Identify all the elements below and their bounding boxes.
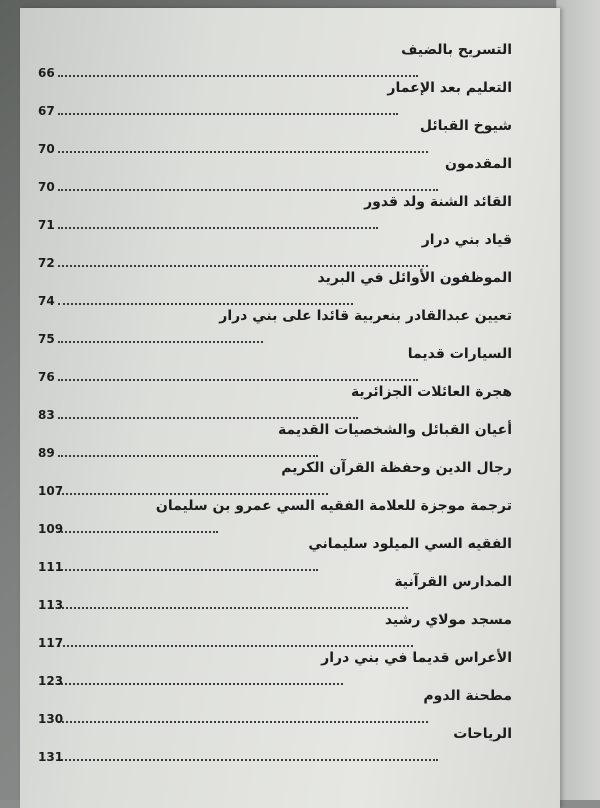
dotted-leader	[58, 151, 428, 153]
toc-entry-title: الموظفون الأوائل في البريد	[317, 270, 512, 286]
book-page	[20, 8, 560, 808]
toc-entry-page: 111	[38, 560, 64, 574]
toc-entry-page: 70	[38, 180, 55, 194]
toc-entry-title: التعليم بعد الإعمار	[387, 80, 512, 96]
toc-entry-title: ترجمة موجزة للعلامة الفقيه السي عمرو بن سليمان	[155, 498, 512, 514]
dotted-leader	[58, 189, 438, 191]
toc-entry-title: أعيان القبائل والشخصيات القديمة	[277, 422, 512, 438]
toc-entry-page: 71	[38, 218, 55, 232]
toc-entry	[20, 612, 560, 652]
dotted-leader	[58, 75, 418, 77]
dotted-leader	[58, 265, 428, 267]
toc-entry-title: الرياحات	[453, 726, 512, 742]
dotted-leader	[58, 455, 318, 457]
toc-entry	[20, 42, 560, 82]
toc-entry-title: مسجد مولاي رشيد	[384, 612, 512, 628]
toc-entry-page: 107	[38, 484, 64, 498]
toc-entry-page: 109	[38, 522, 64, 536]
toc-entry-page: 76	[38, 370, 55, 384]
dotted-leader	[58, 607, 408, 609]
toc-entry-page: 74	[38, 294, 55, 308]
toc-entry	[20, 536, 560, 576]
toc-entry-title: مطحنة الدوم	[423, 688, 512, 704]
toc-entry	[20, 726, 560, 766]
toc-entry-page: 70	[38, 142, 55, 156]
toc-entry	[20, 308, 560, 348]
toc-entry-title: التسريح بالضيف	[401, 42, 512, 58]
dotted-leader	[58, 417, 358, 419]
toc-entry	[20, 688, 560, 728]
toc-entry	[20, 574, 560, 614]
toc-entry	[20, 80, 560, 120]
table-of-contents	[20, 8, 560, 808]
toc-entry-title: الفقيه السي الميلود سليماني	[308, 536, 512, 552]
toc-entry-page: 83	[38, 408, 55, 422]
toc-entry-page: 131	[38, 750, 64, 764]
dotted-leader	[58, 531, 218, 533]
dotted-leader	[58, 683, 343, 685]
toc-entry-title: قياد بني درار	[421, 232, 512, 248]
toc-entry-title: تعيين عبدالقادر بنعربية قائدا على بني درار	[219, 308, 512, 324]
toc-entry	[20, 460, 560, 500]
toc-entry-title: هجرة العائلات الجزائرية	[350, 384, 512, 400]
dotted-leader	[58, 645, 413, 647]
toc-entry-page: 123	[38, 674, 64, 688]
dotted-leader	[58, 341, 263, 343]
dotted-leader	[58, 303, 353, 305]
toc-entry	[20, 384, 560, 424]
toc-entry-title: المقدمون	[445, 156, 512, 172]
toc-entry	[20, 498, 560, 538]
toc-entry-page: 113	[38, 598, 64, 612]
toc-entry-title: رجال الدين وحفظة القرآن الكريم	[281, 460, 512, 476]
toc-entry-page: 117	[38, 636, 64, 650]
toc-entry-title: السيارات قديما	[407, 346, 512, 362]
toc-entry	[20, 194, 560, 234]
toc-entry-title: القائد الشنة ولد قدور	[364, 194, 512, 210]
toc-entry	[20, 650, 560, 690]
dotted-leader	[58, 721, 428, 723]
dotted-leader	[58, 569, 318, 571]
dotted-leader	[58, 759, 438, 761]
toc-entry-page: 67	[38, 104, 55, 118]
toc-entry-title: المدارس القرآنية	[394, 574, 512, 590]
toc-entry	[20, 270, 560, 310]
toc-entry-page: 66	[38, 66, 55, 80]
toc-entry-title: الأعراس قديما في بني درار	[321, 650, 512, 666]
toc-entry-title: شيوخ القبائل	[419, 118, 512, 134]
adjacent-page-edge	[556, 0, 600, 800]
toc-entry-page: 89	[38, 446, 55, 460]
dotted-leader	[58, 379, 418, 381]
toc-entry	[20, 346, 560, 386]
toc-entry-page: 75	[38, 332, 55, 346]
toc-entry-page: 130	[38, 712, 64, 726]
toc-entry	[20, 156, 560, 196]
toc-entry-page: 72	[38, 256, 55, 270]
toc-entry	[20, 232, 560, 272]
dotted-leader	[58, 113, 398, 115]
dotted-leader	[58, 493, 328, 495]
dotted-leader	[58, 227, 378, 229]
toc-entry	[20, 118, 560, 158]
toc-entry	[20, 422, 560, 462]
